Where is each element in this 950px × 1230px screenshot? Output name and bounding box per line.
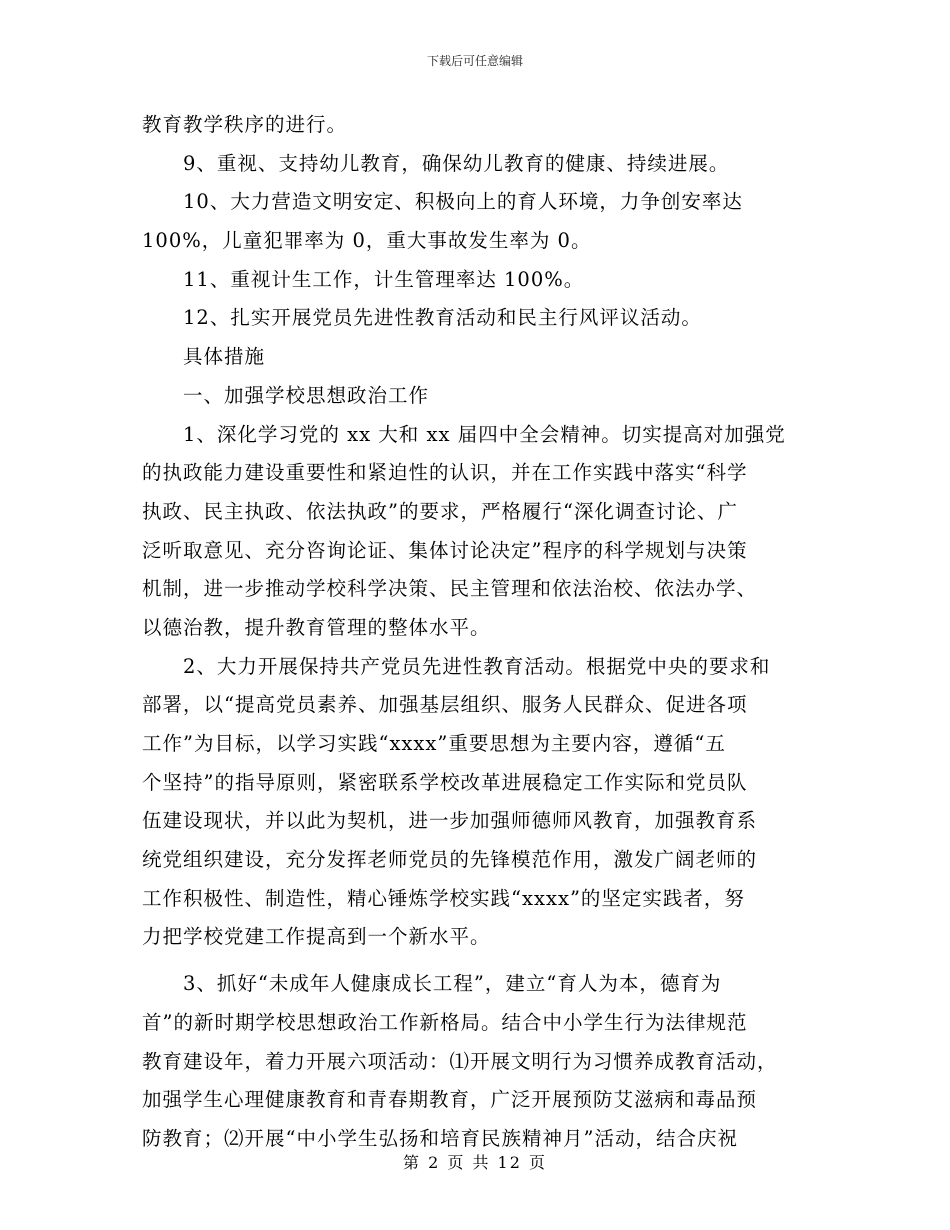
text-line: 1、深化学习党的 xx 大和 xx 届四中全会精神。切实提高对加强党 bbox=[183, 422, 786, 446]
text-line: 教育建设年，着力开展六项活动：⑴开展文明行为习惯养成教育活动， bbox=[142, 1049, 778, 1073]
text-line: 10、大力营造文明安定、积极向上的育人环境，力争创安率达 bbox=[183, 190, 743, 214]
text-line: 教育教学秩序的进行。 bbox=[142, 113, 348, 136]
text-line: 个坚持”的指导原则，紧密联系学校改革进展稳定工作实际和党员队 bbox=[142, 770, 748, 794]
text-line: 以德治教，提升教育管理的整体水平。 bbox=[142, 615, 491, 639]
text-line: 一、加强学校思想政治工作 bbox=[183, 383, 430, 407]
text-line: 加强学生心理健康教育和青春期教育，广泛开展预防艾滋病和毒品预 bbox=[142, 1088, 758, 1112]
text-line: 部署，以“提高党员素养、加强基层组织、服务人民群众、促进各项 bbox=[142, 693, 748, 717]
text-line: 的执政能力建设重要性和紧迫性的认识，并在工作实践中落实“科学 bbox=[142, 461, 748, 485]
text-line: 工作积极性、制造性，精心锤炼学校实践“xxxx”的坚定实践者，努 bbox=[142, 886, 745, 910]
text-line: 泛听取意见、充分咨询论证、集体讨论决定”程序的科学规划与决策 bbox=[142, 538, 748, 562]
text-line: 12、扎实开展党员先进性教育活动和民主行风评议活动。 bbox=[183, 306, 702, 330]
page-footer: 第 2 页 共 12 页 bbox=[403, 1153, 547, 1172]
text-line: 执政、民主执政、依法执政”的要求，严格履行“深化调查讨论、广 bbox=[142, 499, 738, 523]
paragraph-gap bbox=[142, 957, 807, 965]
text-line: 机制，进一步推动学校科学决策、民主管理和依法治校、依法办学、 bbox=[142, 577, 758, 601]
text-line: 力把学校党建工作提高到一个新水平。 bbox=[142, 925, 491, 949]
text-line: 具体措施 bbox=[183, 345, 266, 369]
text-line: 9、重视、支持幼儿教育，确保幼儿教育的健康、持续进展。 bbox=[183, 151, 730, 175]
text-line: 2、大力开展保持共产党员先进性教育活动。根据党中央的要求和 bbox=[183, 654, 771, 678]
page-header: 下载后可任意编辑 bbox=[426, 54, 523, 68]
text-line: 工作”为目标，以学习实践“xxxx”重要思想为主要内容，遵循“五 bbox=[142, 732, 726, 755]
text-line: 11、重视计生工作，计生管理率达 100%。 bbox=[183, 267, 585, 291]
text-line: 统党组织建设，充分发挥老师党员的先锋模范作用，激发广阔老师的 bbox=[142, 848, 758, 872]
text-line: 3、抓好“未成年人健康成长工程”，建立“育人为本，德育为 bbox=[183, 972, 722, 996]
text-line: 100%，儿童犯罪率为 0，重大事故发生率为 0。 bbox=[142, 229, 592, 253]
document-body bbox=[142, 106, 807, 1159]
text-line: 防教育；⑵开展“中小学生弘扬和培育民族精神月”活动，结合庆祝 bbox=[142, 1126, 738, 1150]
text-line: 伍建设现状，并以此为契机，进一步加强师德师风教育，加强教育系 bbox=[142, 809, 758, 833]
text-line: 首”的新时期学校思想政治工作新格局。结合中小学生行为法律规范 bbox=[142, 1010, 748, 1034]
